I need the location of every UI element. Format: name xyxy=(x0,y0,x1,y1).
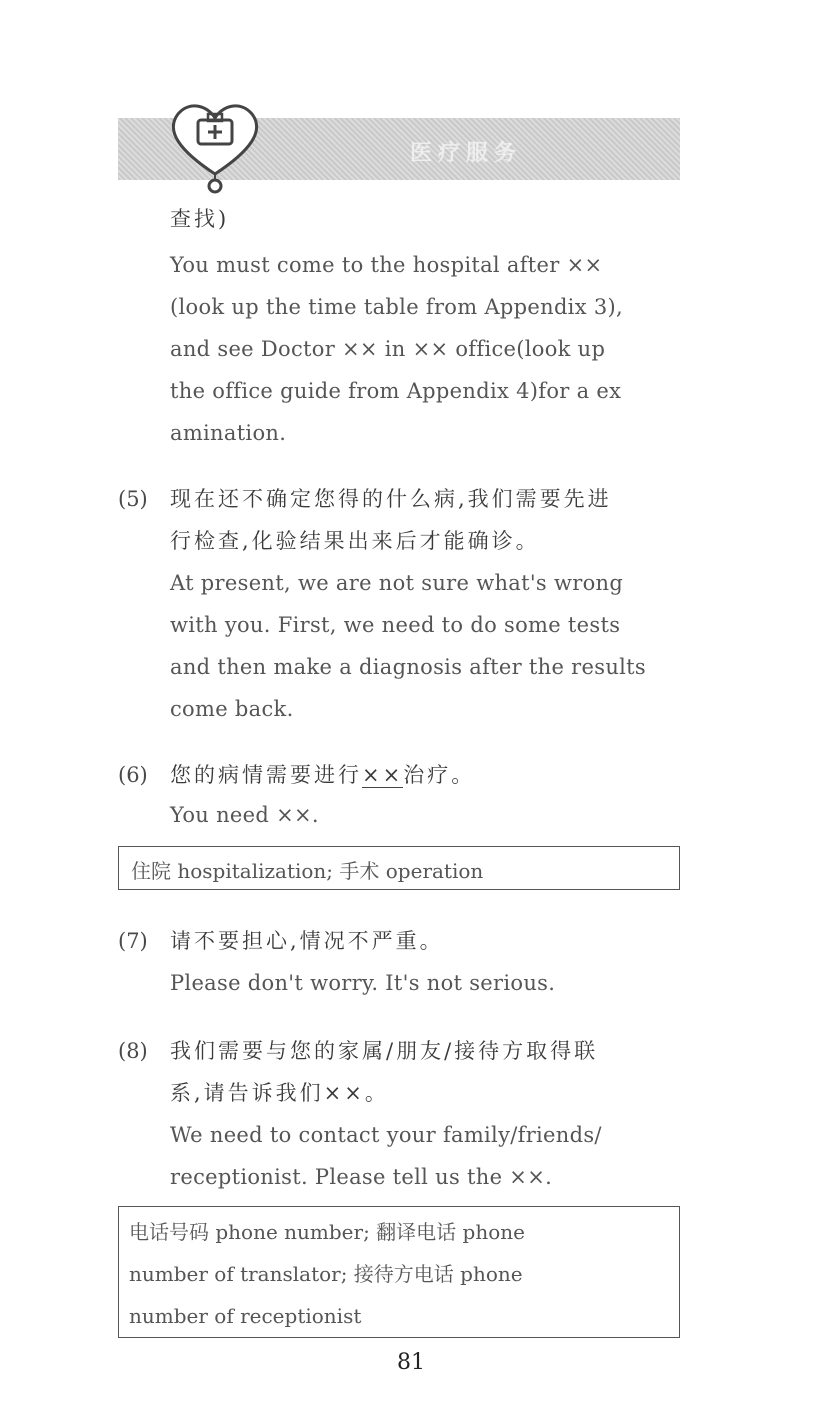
vocab-text: 住院 hospitalization; 手术 operation xyxy=(131,859,484,883)
en-line: Please don't worry. It's not serious. xyxy=(170,971,556,995)
vocab-line: number of translator; 接待方电话 phone xyxy=(129,1262,523,1286)
blank-underline: ×× xyxy=(362,763,404,787)
item-number: (6) xyxy=(118,763,148,787)
en-line: You need ××. xyxy=(170,803,319,827)
cn-line: 我们需要与您的家属/朋友/接待方取得联 xyxy=(170,1039,599,1063)
cn-text: 治疗。 xyxy=(403,763,476,787)
cn-line: 现在还不确定您得的什么病,我们需要先进 xyxy=(170,487,612,511)
item-number: (5) xyxy=(118,487,148,511)
en-line: with you. First, we need to do some tests xyxy=(170,613,621,637)
en-line: We need to contact your family/friends/ xyxy=(170,1123,602,1147)
cn-continuation: 查找) xyxy=(170,207,230,231)
en-line: and then make a diagnosis after the results xyxy=(170,655,646,679)
vocab-box xyxy=(118,1206,680,1338)
medical-kit-heart-icon xyxy=(160,96,270,196)
vocab-line: 电话号码 phone number; 翻译电话 phone xyxy=(129,1220,525,1244)
page-number: 81 xyxy=(397,1350,425,1375)
vocab-box xyxy=(118,846,680,890)
header-title: 医疗服务 xyxy=(410,141,523,166)
en-line: and see Doctor ×× in ×× office(look up xyxy=(170,337,606,361)
cn-line: 请不要担心,情况不严重。 xyxy=(170,929,444,953)
en-line: At present, we are not sure what's wrong xyxy=(170,571,624,595)
en-line: come back. xyxy=(170,697,294,721)
en-line: the office guide from Appendix 4)for a ex xyxy=(170,379,622,403)
en-line: You must come to the hospital after ×× xyxy=(170,253,603,277)
vocab-line: number of receptionist xyxy=(129,1304,362,1328)
cn-text: 您的病情需要进行 xyxy=(170,763,362,787)
en-line: (look up the time table from Appendix 3), xyxy=(170,295,623,319)
item-number: (7) xyxy=(118,929,148,953)
cn-line: 系,请告诉我们××。 xyxy=(170,1081,389,1105)
cn-line: 行检查,化验结果出来后才能确诊。 xyxy=(170,529,540,553)
item-number: (8) xyxy=(118,1039,148,1063)
cn-line xyxy=(170,760,475,790)
en-line: amination. xyxy=(170,421,287,445)
en-line: receptionist. Please tell us the ××. xyxy=(170,1165,553,1189)
